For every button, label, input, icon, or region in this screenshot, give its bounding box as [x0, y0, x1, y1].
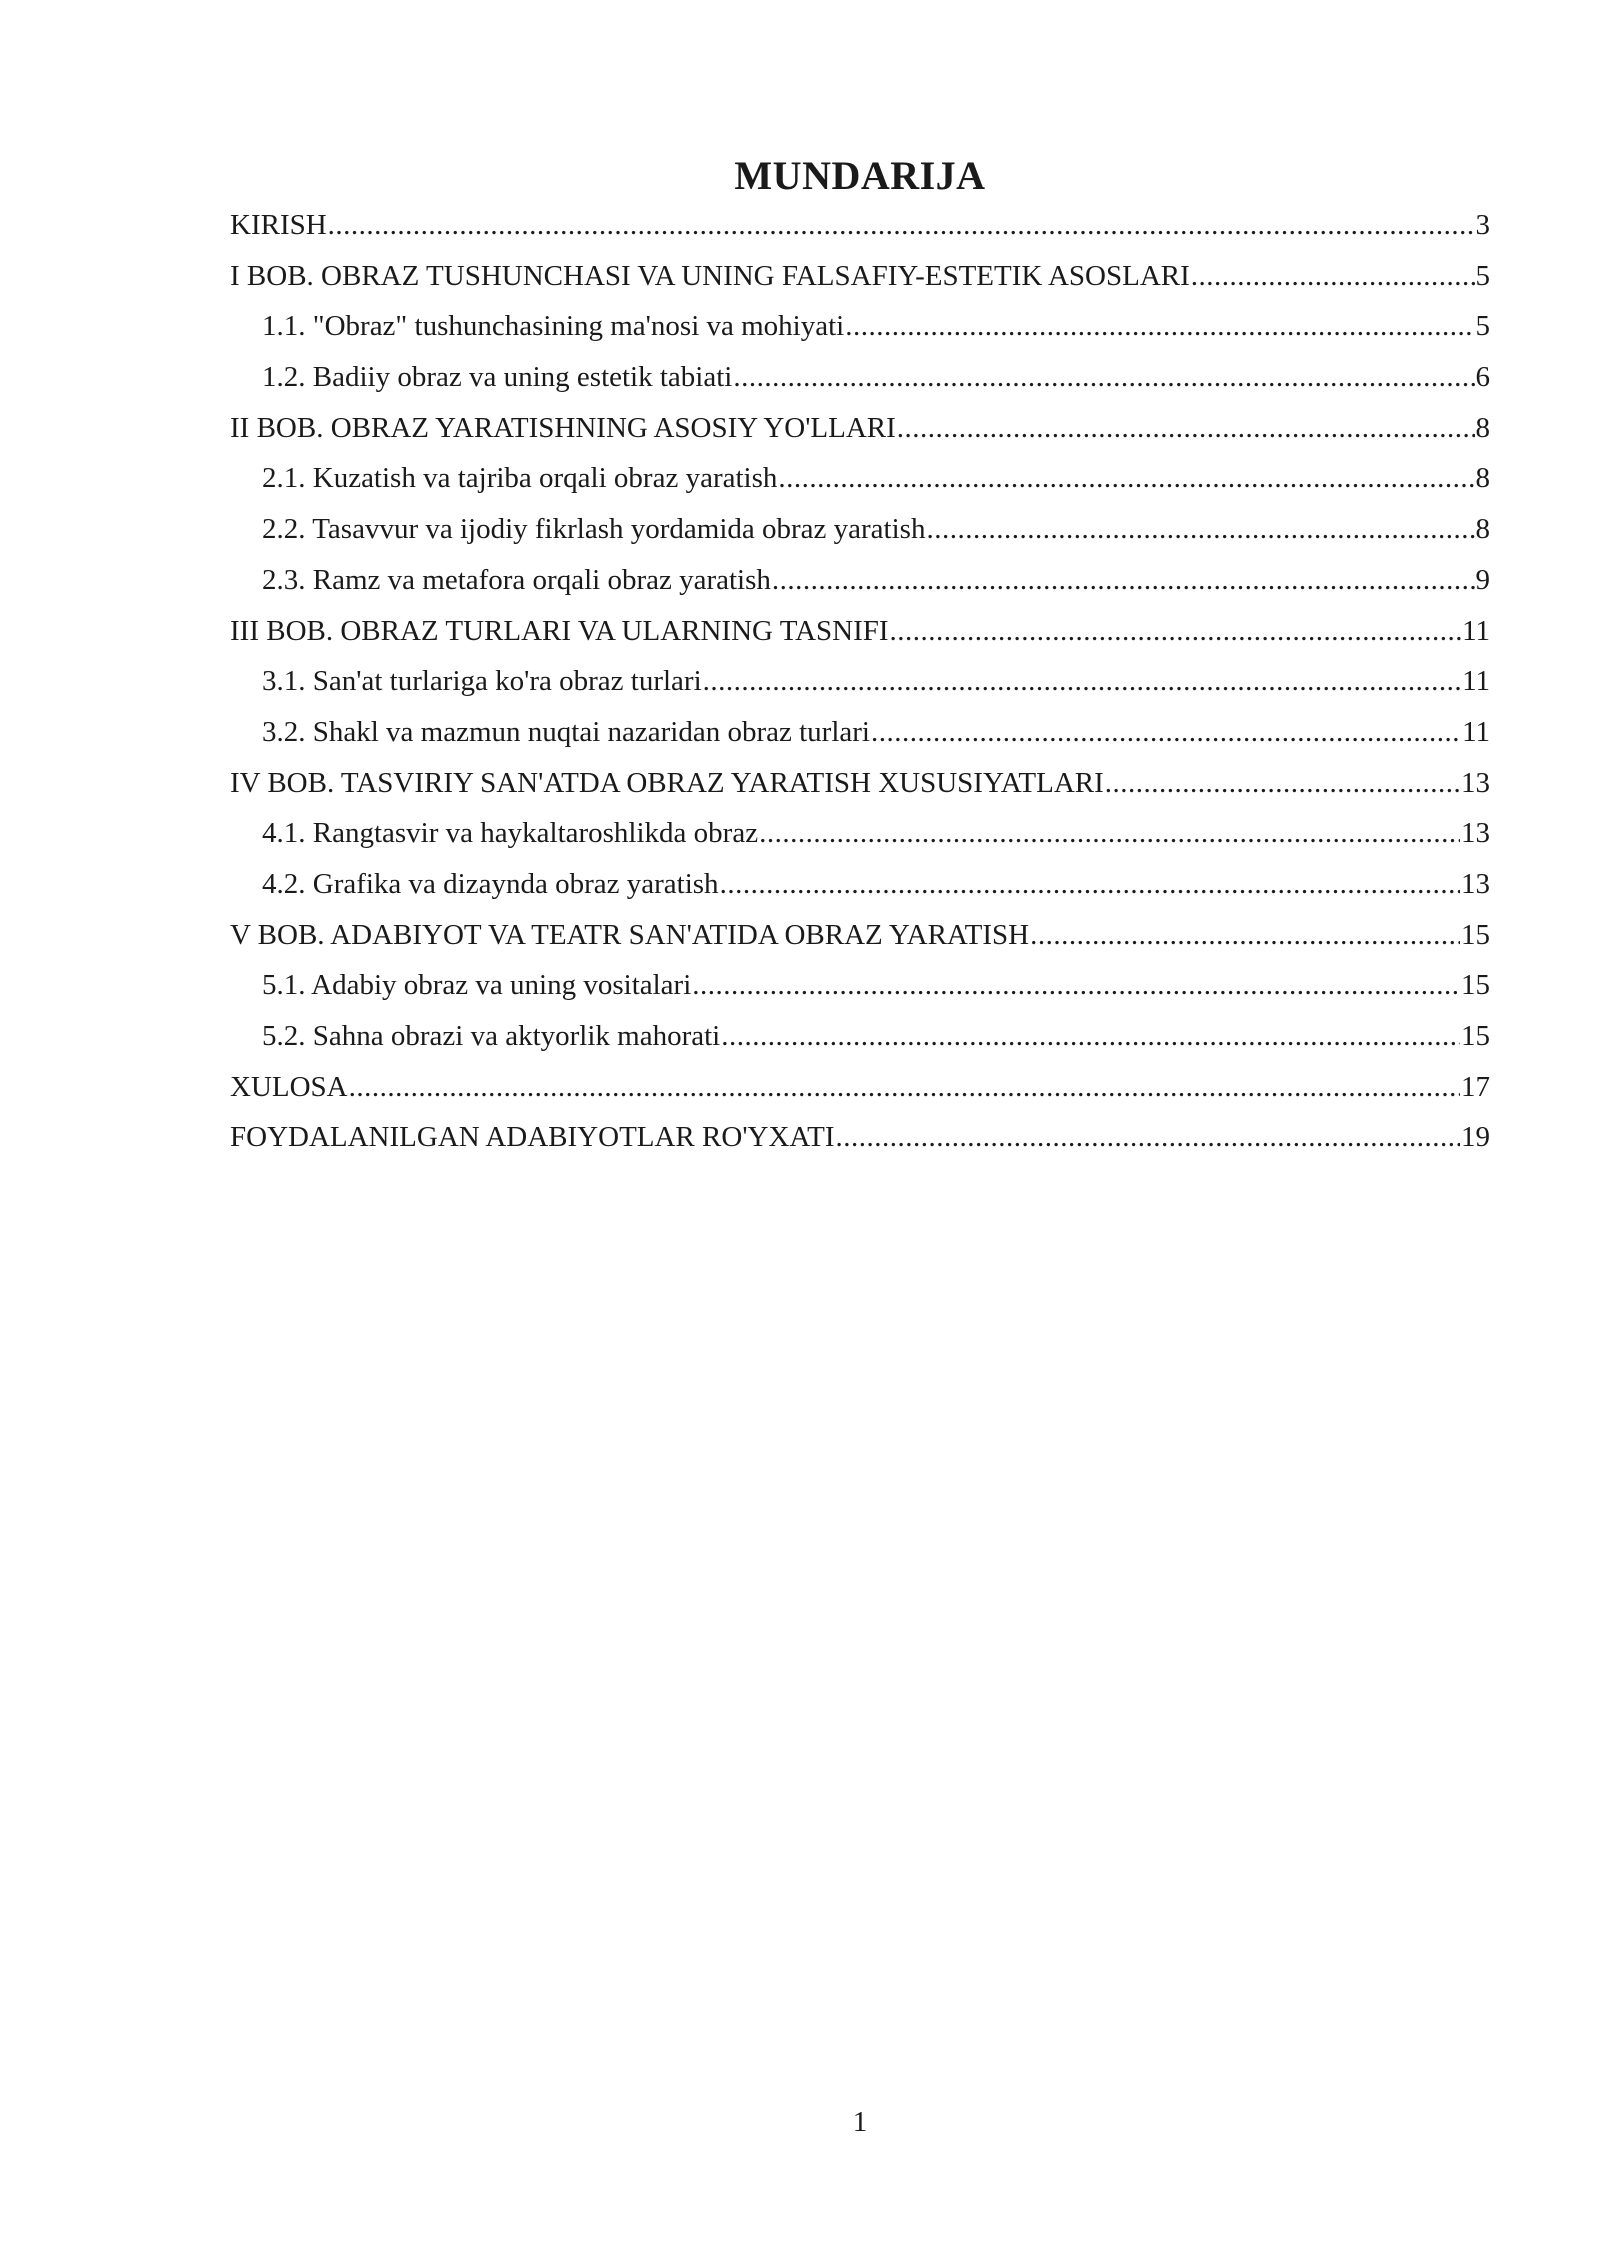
toc-entry-label: I BOB. OBRAZ TUSHUNCHASI VA UNING FALSAFIY-ESTETIK ASOSLARI — [230, 259, 1190, 292]
toc-dot-leader — [897, 408, 1475, 448]
toc-entry-page: 8 — [1475, 411, 1490, 444]
toc-dot-leader — [692, 965, 1460, 1005]
toc-entry[interactable] — [230, 763, 1490, 814]
toc-entry-label: V BOB. ADABIYOT VA TEATR SAN'ATIDA OBRAZ YARATISH — [230, 918, 1030, 951]
toc-entry-label: II BOB. OBRAZ YARATISHNING ASOSIY YO'LLARI — [230, 411, 896, 444]
toc-entry[interactable] — [230, 408, 1490, 459]
toc-dot-leader — [703, 661, 1461, 701]
toc-entry-page: 9 — [1475, 563, 1490, 596]
toc-entry[interactable] — [230, 560, 1490, 611]
toc-entry-page: 15 — [1461, 969, 1490, 1002]
toc-entry[interactable] — [230, 611, 1490, 662]
toc-entry[interactable] — [230, 357, 1490, 408]
toc-entry-page: 11 — [1462, 715, 1490, 748]
toc-entry-page: 11 — [1462, 665, 1490, 698]
toc-entry-page: 8 — [1475, 462, 1490, 495]
page-number: 1 — [852, 2106, 868, 2138]
toc-entry[interactable] — [230, 1067, 1490, 1118]
toc-entry[interactable] — [230, 509, 1490, 560]
toc-dot-leader — [1191, 256, 1475, 296]
toc-dot-leader — [759, 813, 1460, 853]
toc-dot-leader — [926, 509, 1474, 549]
toc-entry[interactable] — [230, 306, 1490, 357]
toc-dot-leader — [349, 1067, 1460, 1107]
toc-entry-label: 1.2. Badiiy obraz va uning estetik tabiati — [262, 361, 733, 394]
toc-entry[interactable] — [230, 813, 1490, 864]
toc-dot-leader — [778, 458, 1474, 498]
toc-entry-label: KIRISH — [230, 209, 327, 241]
toc-entry[interactable] — [230, 661, 1490, 712]
toc-entry[interactable] — [230, 965, 1490, 1016]
toc-dot-leader — [1030, 915, 1460, 955]
toc-entry-page: 17 — [1461, 1070, 1490, 1103]
toc-dot-leader — [1105, 763, 1460, 803]
toc-dot-leader — [871, 712, 1461, 752]
toc-entry-label: FOYDALANILGAN ADABIYOTLAR RO'YXATI — [230, 1121, 835, 1154]
toc-entry-page: 8 — [1475, 513, 1490, 546]
toc-entry-label: 2.2. Tasavvur va ijodiy fikrlash yordamida obraz yaratish — [262, 513, 926, 546]
toc-entry-label: 5.1. Adabiy obraz va uning vositalari — [262, 969, 692, 1002]
toc-entry[interactable] — [230, 1117, 1490, 1168]
toc-entry-page: 5 — [1475, 310, 1490, 343]
toc-entry-label: 2.3. Ramz va metafora orqali obraz yaratish — [262, 563, 771, 596]
toc-entry-page: 13 — [1461, 867, 1490, 900]
toc-entry[interactable] — [230, 712, 1490, 763]
toc-dot-leader — [890, 611, 1462, 651]
toc-entry-label: 3.1. San'at turlariga ko'ra obraz turlari — [262, 665, 702, 698]
toc-entry-page: 5 — [1475, 259, 1490, 292]
toc-entry[interactable] — [230, 256, 1490, 307]
toc-entry-page: 13 — [1461, 817, 1490, 850]
toc-dot-leader — [772, 560, 1475, 600]
table-of-contents — [230, 205, 1490, 1168]
toc-entry[interactable] — [230, 864, 1490, 915]
toc-entry-label: XULOSA — [230, 1070, 348, 1103]
toc-entry-label: 4.1. Rangtasvir va haykaltaroshlikda obraz — [262, 817, 759, 850]
toc-dot-leader — [720, 864, 1460, 904]
toc-entry-page: 13 — [1461, 766, 1490, 799]
toc-dot-leader — [836, 1117, 1460, 1157]
toc-entry-page: 11 — [1462, 614, 1490, 647]
toc-entry-label: IV BOB. TASVIRIY SAN'ATDA OBRAZ YARATISH XUSUSIYATLARI — [230, 766, 1104, 799]
toc-entry[interactable] — [230, 915, 1490, 966]
toc-entry-label: III BOB. OBRAZ TURLARI VA ULARNING TASNIFI — [230, 614, 889, 647]
toc-entry-label: 4.2. Grafika va dizaynda obraz yaratish — [262, 867, 719, 900]
toc-dot-leader — [845, 306, 1474, 346]
toc-entry-label: 1.1. "Obraz" tushunchasining ma'nosi va mohiyati — [262, 310, 845, 343]
toc-entry[interactable] — [230, 458, 1490, 509]
toc-dot-leader — [328, 205, 1475, 245]
toc-entry-page: 3 — [1475, 209, 1490, 241]
toc-title: MUNDARIJA — [734, 153, 986, 198]
toc-entry-label: 3.2. Shakl va mazmun nuqtai nazaridan obraz turlari — [262, 715, 870, 748]
toc-dot-leader — [721, 1016, 1460, 1056]
toc-entry-page: 15 — [1461, 1020, 1490, 1052]
toc-entry-page: 19 — [1461, 1121, 1490, 1154]
toc-entry-label: 5.2. Sahna obrazi va aktyorlik mahorati — [262, 1020, 721, 1052]
toc-entry-label: 2.1. Kuzatish va tajriba orqali obraz yaratish — [262, 462, 778, 495]
toc-entry-page: 6 — [1475, 361, 1490, 394]
toc-dot-leader — [733, 357, 1474, 397]
toc-entry-page: 15 — [1461, 918, 1490, 951]
toc-entry[interactable] — [230, 1016, 1490, 1067]
toc-entry[interactable] — [230, 205, 1490, 256]
